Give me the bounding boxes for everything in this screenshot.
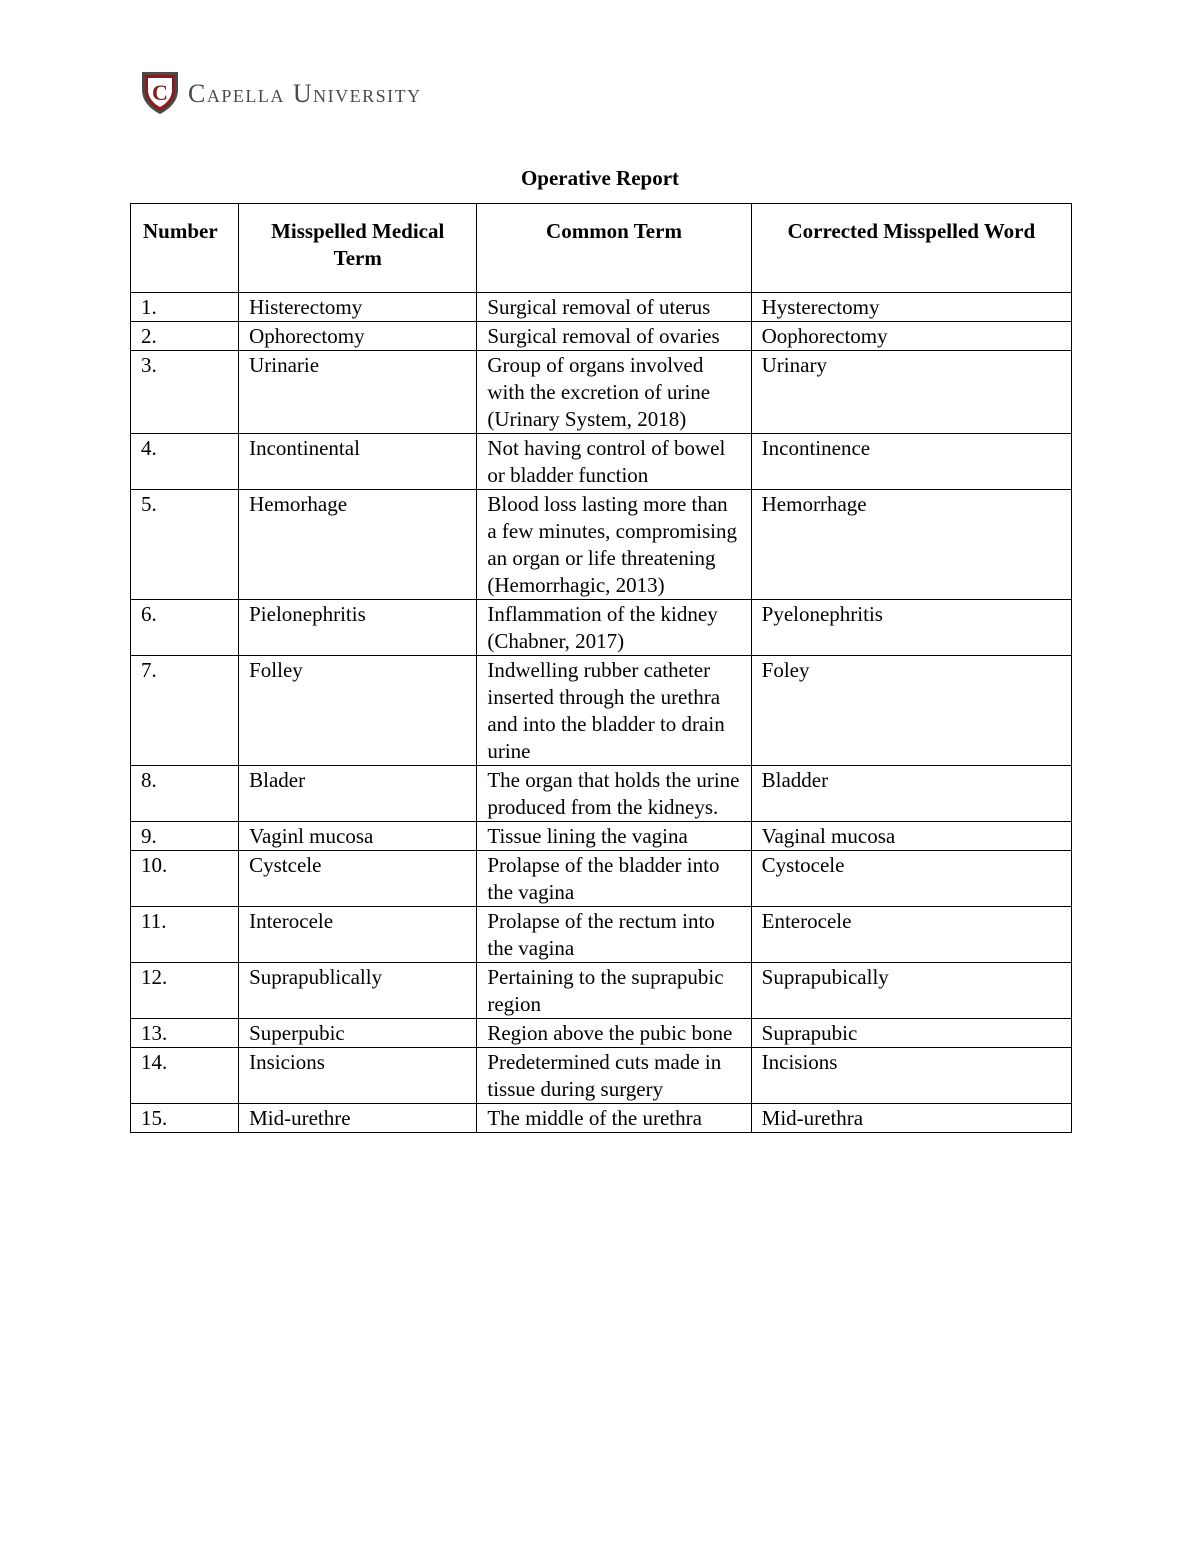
cell-corrected: Incontinence xyxy=(751,434,1071,490)
cell-common: Not having control of bowel or bladder function xyxy=(477,434,751,490)
cell-common: Predetermined cuts made in tissue during surgery xyxy=(477,1048,751,1104)
cell-common: Surgical removal of uterus xyxy=(477,293,751,322)
cell-number: 8. xyxy=(131,766,239,822)
logo-text: Capella University xyxy=(188,79,422,108)
cell-corrected: Oophorectomy xyxy=(751,322,1071,351)
cell-corrected: Foley xyxy=(751,656,1071,766)
table-row xyxy=(131,434,1072,490)
shield-icon xyxy=(140,68,180,116)
table-row xyxy=(131,1048,1072,1104)
cell-common: Prolapse of the bladder into the vagina xyxy=(477,851,751,907)
cell-number: 12. xyxy=(131,963,239,1019)
cell-common: Tissue lining the vagina xyxy=(477,822,751,851)
header-row xyxy=(131,204,1072,293)
table-row xyxy=(131,766,1072,822)
cell-misspelled: Interocele xyxy=(239,907,477,963)
table-header xyxy=(131,204,1072,293)
cell-corrected: Hysterectomy xyxy=(751,293,1071,322)
cell-number: 6. xyxy=(131,600,239,656)
cell-corrected: Bladder xyxy=(751,766,1071,822)
cell-corrected: Urinary xyxy=(751,351,1071,434)
cell-common: The organ that holds the urine produced from the kidneys. xyxy=(477,766,751,822)
cell-common: Group of organs involved with the excretion of urine (Urinary System, 2018) xyxy=(477,351,751,434)
cell-common: Pertaining to the suprapubic region xyxy=(477,963,751,1019)
cell-common: Indwelling rubber catheter inserted through the urethra and into the bladder to drain urine xyxy=(477,656,751,766)
header-number: Number xyxy=(131,204,239,293)
header-misspelled: Misspelled Medical Term xyxy=(239,204,477,293)
cell-number: 7. xyxy=(131,656,239,766)
cell-misspelled: Insicions xyxy=(239,1048,477,1104)
header-common: Common Term xyxy=(477,204,751,293)
cell-number: 10. xyxy=(131,851,239,907)
cell-corrected: Cystocele xyxy=(751,851,1071,907)
cell-corrected: Vaginal mucosa xyxy=(751,822,1071,851)
cell-corrected: Incisions xyxy=(751,1048,1071,1104)
cell-corrected: Pyelonephritis xyxy=(751,600,1071,656)
cell-number: 5. xyxy=(131,490,239,600)
table-row xyxy=(131,322,1072,351)
table-row xyxy=(131,351,1072,434)
logo-letter: C xyxy=(152,80,168,105)
table-row xyxy=(131,907,1072,963)
cell-number: 4. xyxy=(131,434,239,490)
cell-corrected: Hemorrhage xyxy=(751,490,1071,600)
cell-misspelled: Mid-urethre xyxy=(239,1104,477,1133)
page-title: Operative Report xyxy=(520,166,680,190)
cell-misspelled: Incontinental xyxy=(239,434,477,490)
table-row xyxy=(131,963,1072,1019)
cell-misspelled: Suprapublically xyxy=(239,963,477,1019)
cell-common: Prolapse of the rectum into the vagina xyxy=(477,907,751,963)
cell-number: 9. xyxy=(131,822,239,851)
cell-number: 11. xyxy=(131,907,239,963)
capella-logo xyxy=(140,68,422,116)
cell-number: 15. xyxy=(131,1104,239,1133)
cell-corrected: Mid-urethra xyxy=(751,1104,1071,1133)
table-row xyxy=(131,656,1072,766)
cell-common: Inflammation of the kidney (Chabner, 2017) xyxy=(477,600,751,656)
cell-misspelled: Histerectomy xyxy=(239,293,477,322)
cell-misspelled: Hemorhage xyxy=(239,490,477,600)
cell-common: Surgical removal of ovaries xyxy=(477,322,751,351)
table-row xyxy=(131,293,1072,322)
cell-misspelled: Ophorectomy xyxy=(239,322,477,351)
table-body xyxy=(131,293,1072,1133)
cell-misspelled: Urinarie xyxy=(239,351,477,434)
cell-corrected: Enterocele xyxy=(751,907,1071,963)
terms-table xyxy=(130,203,1072,1133)
table-row xyxy=(131,822,1072,851)
table-row xyxy=(131,490,1072,600)
cell-number: 14. xyxy=(131,1048,239,1104)
table-row xyxy=(131,1019,1072,1048)
table-row xyxy=(131,851,1072,907)
header-corrected: Corrected Misspelled Word xyxy=(751,204,1071,293)
cell-corrected: Suprapubically xyxy=(751,963,1071,1019)
cell-common: Blood loss lasting more than a few minutes, compromising an organ or life threatening (Hemorrhagic, 2013) xyxy=(477,490,751,600)
cell-number: 1. xyxy=(131,293,239,322)
cell-misspelled: Superpubic xyxy=(239,1019,477,1048)
cell-misspelled: Vaginl mucosa xyxy=(239,822,477,851)
cell-corrected: Suprapubic xyxy=(751,1019,1071,1048)
cell-misspelled: Blader xyxy=(239,766,477,822)
cell-misspelled: Folley xyxy=(239,656,477,766)
table-row xyxy=(131,1104,1072,1133)
cell-misspelled: Cystcele xyxy=(239,851,477,907)
cell-misspelled: Pielonephritis xyxy=(239,600,477,656)
cell-common: Region above the pubic bone xyxy=(477,1019,751,1048)
cell-number: 2. xyxy=(131,322,239,351)
cell-number: 13. xyxy=(131,1019,239,1048)
cell-common: The middle of the urethra xyxy=(477,1104,751,1133)
cell-number: 3. xyxy=(131,351,239,434)
table-row xyxy=(131,600,1072,656)
